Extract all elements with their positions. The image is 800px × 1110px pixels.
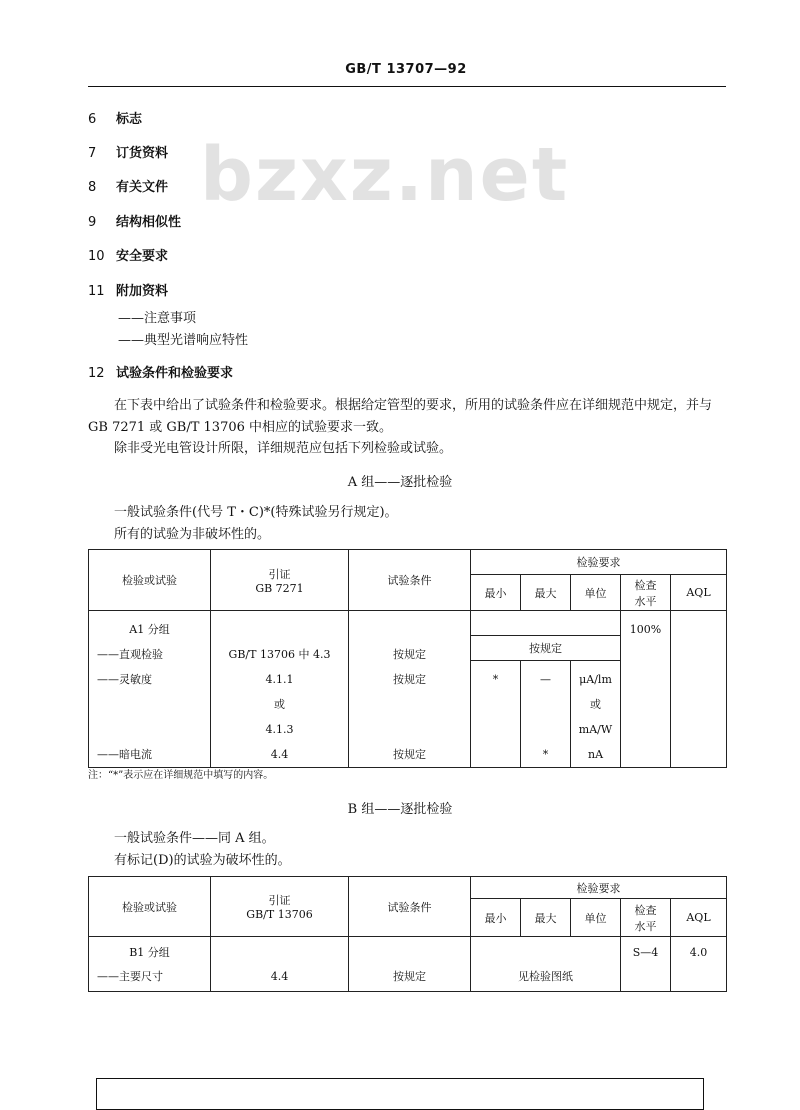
page-header: GB/T 13707—92 bbox=[345, 62, 467, 77]
group-b-conditions-col: 按规定 bbox=[349, 937, 471, 992]
col-header-requirements: 检验要求 bbox=[471, 877, 727, 899]
group-a-blank-span bbox=[471, 611, 621, 636]
group-b-title: B 组——逐批检验 bbox=[347, 802, 453, 817]
section-11-item-notes: ——注意事项 bbox=[118, 311, 197, 326]
col-header-min: 最小 bbox=[471, 575, 521, 611]
section-8: 8 有关文件 bbox=[88, 180, 169, 195]
group-b-tests bbox=[89, 937, 211, 992]
group-b-aql: 4.0 bbox=[671, 937, 727, 992]
section-12-para-2: 除非受光电管设计所限，详细规范应包括下列检验或试验。 bbox=[114, 441, 453, 456]
watermark: bzxz.net bbox=[200, 132, 570, 218]
group-b-conditions: 一般试验条件——同 A 组。 bbox=[114, 831, 275, 846]
group-a-title: A 组——逐批检验 bbox=[347, 475, 453, 490]
group-a-unit-col: μA/lm 或 mA/W nA bbox=[571, 661, 621, 768]
col-header-aql: AQL bbox=[671, 575, 727, 611]
col-header-level: 检查 水平 bbox=[621, 899, 671, 937]
group-b-dimensions-requirement: 见检验图纸 bbox=[471, 937, 621, 992]
table-row: A1 分组 bbox=[129, 623, 170, 636]
table-row: ——主要尺寸 bbox=[97, 970, 163, 983]
table-row: B1 分组 bbox=[129, 946, 170, 959]
col-header-reference: 引证 GB/T 13706 bbox=[211, 877, 349, 937]
group-a-conditions-col: 按规定 按规定 按规定 bbox=[349, 611, 471, 768]
section-11: 11 附加资料 bbox=[88, 284, 169, 299]
group-a-level: 100% bbox=[621, 611, 671, 768]
col-header-level: 检查 水平 bbox=[621, 575, 671, 611]
section-7: 7 订货资料 bbox=[88, 146, 169, 161]
section-9: 9 结构相似性 bbox=[88, 215, 182, 230]
group-b-destructive: 有标记(D)的试验为破坏性的。 bbox=[114, 853, 291, 868]
group-a-tests bbox=[89, 611, 211, 768]
section-12: 12 试验条件和检验要求 bbox=[88, 366, 234, 381]
section-11-item-spectral: ——典型光谱响应特性 bbox=[118, 333, 249, 348]
col-header-test: 检验或试验 bbox=[89, 877, 211, 937]
col-header-conditions: 试验条件 bbox=[349, 550, 471, 611]
group-a-max-col: — * bbox=[521, 661, 571, 768]
bottom-frame bbox=[96, 1078, 704, 1110]
section-10: 10 安全要求 bbox=[88, 249, 169, 264]
group-a-nondestructive: 所有的试验为非破坏性的。 bbox=[114, 527, 271, 542]
table-row: ——暗电流 bbox=[97, 748, 152, 761]
group-a-references: GB/T 13706 中 4.3 4.1.1 或 4.1.3 4.4 bbox=[211, 611, 349, 768]
section-6: 6 标志 bbox=[88, 112, 143, 127]
header-rule bbox=[88, 86, 726, 87]
table-row: ——灵敏度 bbox=[97, 673, 152, 686]
col-header-max: 最大 bbox=[521, 899, 571, 937]
group-b-references: 4.4 bbox=[211, 937, 349, 992]
col-header-unit: 单位 bbox=[571, 899, 621, 937]
col-header-test: 检验或试验 bbox=[89, 550, 211, 611]
col-header-conditions: 试验条件 bbox=[349, 877, 471, 937]
table-row bbox=[89, 692, 210, 717]
table-note: 注：“*”表示应在详细规范中填写的内容。 bbox=[88, 770, 274, 781]
group-b-table bbox=[88, 876, 727, 992]
col-header-aql: AQL bbox=[671, 899, 727, 937]
group-a-table bbox=[88, 549, 727, 768]
col-header-min: 最小 bbox=[471, 899, 521, 937]
col-header-max: 最大 bbox=[521, 575, 571, 611]
col-header-reference: 引证 GB 7271 bbox=[211, 550, 349, 611]
table-row bbox=[89, 717, 210, 742]
section-12-para-1: 在下表中给出了试验条件和检验要求。根据给定管型的要求，所用的试验条件应在详细规范中规定，并与 GB 7271 或 GB/T 13706 中相应的试验要求一致。 bbox=[88, 398, 713, 435]
table-row: ——直观检验 bbox=[97, 648, 163, 661]
group-b-level: S—4 bbox=[621, 937, 671, 992]
group-a-aql bbox=[671, 611, 727, 768]
col-header-requirements: 检验要求 bbox=[471, 550, 727, 575]
group-a-conditions: 一般试验条件(代号 T・C)*(特殊试验另行规定)。 bbox=[114, 505, 398, 520]
group-a-min-col: * bbox=[471, 661, 521, 768]
group-a-visual-requirement: 按规定 bbox=[471, 636, 621, 661]
col-header-unit: 单位 bbox=[571, 575, 621, 611]
